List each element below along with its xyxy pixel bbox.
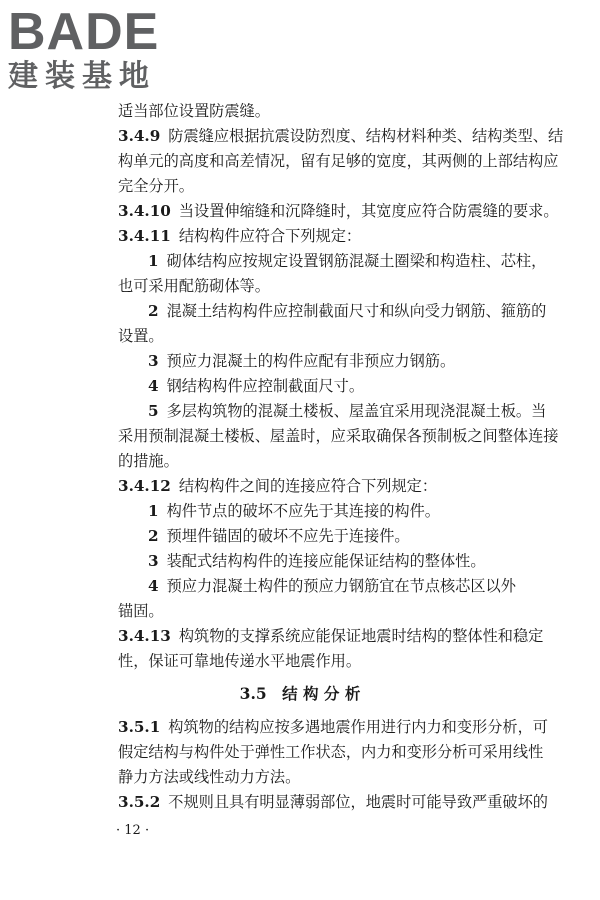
bade-logo — [6, 4, 196, 96]
list-item: 4 钢结构构件应控制截面尺寸。 — [148, 377, 365, 395]
page-number: · 12 · — [116, 823, 150, 838]
text-line: 采用预制混凝土楼板、屋盖时，应采取确保各预制板之间整体连接 — [118, 427, 559, 445]
list-item: 4 预应力混凝土构件的预应力钢筋宜在节点核芯区以外 — [148, 577, 516, 595]
list-item: 3 装配式结构构件的连接应能保证结构的整体性。 — [148, 552, 486, 570]
text-line: 适当部位设置防震缝。 — [118, 102, 270, 120]
list-item: 3 预应力混凝土的构件应配有非预应力钢筋。 — [148, 352, 456, 370]
list-item: 5 多层构筑物的混凝土楼板、屋盖宜采用现浇混凝土板。当 — [148, 402, 547, 420]
text-line: 锚固。 — [118, 602, 164, 620]
text-line: 完全分开。 — [118, 177, 194, 195]
logo-wordmark: BADE — [8, 3, 160, 61]
list-item: 1 构件节点的破坏不应先于其连接的构件。 — [148, 502, 440, 520]
text-line: 性，保证可靠地传递水平地震作用。 — [118, 652, 361, 670]
text-line: 的措施。 — [118, 452, 179, 470]
clause-3-4-12: 3.4.12 结构构件之间的连接应符合下列规定： — [118, 477, 438, 495]
text-line: 假定结构与构件处于弹性工作状态，内力和变形分析可采用线性 — [118, 743, 544, 761]
clause-3-4-9: 3.4.9 防震缝应根据抗震设防烈度、结构材料种类、结构类型、结 — [118, 127, 564, 145]
text-line: 静力方法或线性动力方法。 — [118, 768, 301, 786]
text-line: 设置。 — [118, 327, 164, 345]
logo-subtitle: 建装基地 — [8, 59, 156, 94]
clause-3-4-11: 3.4.11 结构构件应符合下列规定： — [118, 227, 362, 245]
clause-3-4-10: 3.4.10 当设置伸缩缝和沉降缝时，其宽度应符合防震缝的要求。 — [118, 202, 559, 220]
section-title: 3.5 结 构 分 析 — [239, 684, 361, 703]
text-line: 构单元的高度和高差情况，留有足够的宽度，其两侧的上部结构应 — [118, 152, 559, 170]
clause-3-4-13: 3.4.13 构筑物的支撑系统应能保证地震时结构的整体性和稳定 — [118, 627, 544, 645]
clause-3-5-1: 3.5.1 构筑物的结构应按多遇地震作用进行内力和变形分析，可 — [118, 718, 548, 736]
list-item: 2 混凝土结构构件应控制截面尺寸和纵向受力钢筋、箍筋的 — [148, 302, 547, 320]
list-item: 2 预埋件锚固的破坏不应先于连接件。 — [148, 527, 410, 545]
clause-3-5-2: 3.5.2 不规则且具有明显薄弱部位，地震时可能导致严重破坏的 — [118, 793, 548, 811]
text-line: 也可采用配筋砌体等。 — [118, 277, 270, 295]
list-item: 1 砌体结构应按规定设置钢筋混凝土圈梁和构造柱、芯柱， — [148, 252, 547, 270]
